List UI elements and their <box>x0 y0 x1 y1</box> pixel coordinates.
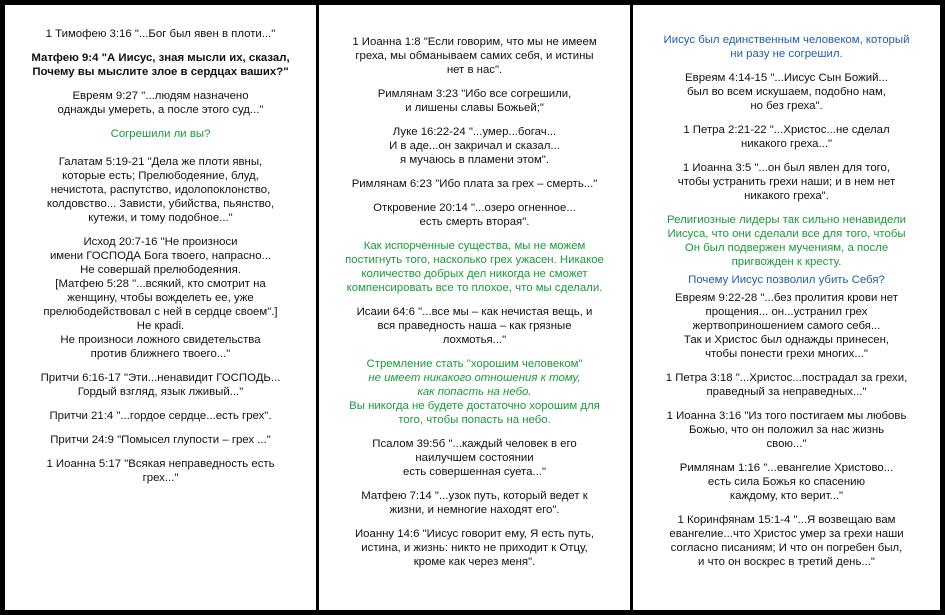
verse-isa-64-6: Исаии 64:6 "...все мы – как нечистая вещь, и вся праведность наша – как грязные лохмотья..." <box>356 306 593 346</box>
verse-luke-16-22: Луке 16:22-24 "...умер...богач... И в аде...он закричал и сказал... я мучаюсь в пламени этом". <box>389 126 560 166</box>
verse-matt-9-4: Матфею 9:4 "А Иисус, зная мысли их, сказал, Почему вы мыслите злое в сердцах ваших?" <box>31 52 290 78</box>
question-why-jesus-killed: Почему Иисус позволил убить Себя? <box>688 274 885 286</box>
note-jesus-only-sinless: Иисус был единственным человеком, который ни разу не согрешил. <box>663 34 910 60</box>
note-religious-leaders: Религиозные лидеры так сильно ненавидели Иисуса, что они сделали все для того, чтобы Он был подвержен мучениям, а после пригвожден к кресту. <box>667 214 906 268</box>
verse-1pet-2-21: 1 Петра 2:21-22 "...Христос...не сделал никакого греха..." <box>683 124 890 150</box>
verse-matt-7-14: Матфею 7:14 "...узок путь, который ведет к жизни, и немногие находят его". <box>361 490 588 516</box>
verse-exod-20-7: Исход 20:7-16 "Не произноси имени ГОСПОДА Бога твоего, напрасно... Не совершай прелюбодеяния. [Матфею 5:28 "...всякий, кто смотрит на женщину, чтобы вожделеть ее, уже прелюбодействовал с ней в сердце своем".] Не крadi. Не произноси ложного свидетельства против ближнего твоего..." <box>43 236 278 360</box>
verse-heb-9-27: Евреям 9:27 "...людям назначено однажды умереть, а после этого суд..." <box>57 90 264 116</box>
note-good-person-3: Вы никогда не будете достаточно хорошим для того, чтобы попасть на небо. <box>349 400 600 426</box>
verse-1pet-3-18: 1 Петра 3:18 "...Христос...пострадал за грехи, праведный за неправедных..." <box>665 372 908 398</box>
verse-heb-4-14: Евреям 4:14-15 "...Иисус Сын Божий... был во всем искушаем, подобно нам, но без греха". <box>685 72 888 112</box>
tract-sheet <box>5 5 940 610</box>
verse-1tim-3-16: 1 Тимофею 3:16 "...Бог был явен в плоти..." <box>45 28 276 40</box>
verse-1john-3-5: 1 Иоанна 3:5 "...он был явлен для того, чтобы устранить грехи наши; и в нем нет никакого греха". <box>677 162 896 202</box>
verse-1john-1-8: 1 Иоанна 1:8 "Если говорим, что мы не имеем греха, мы обманываем самих себя, и истины нет в нас". <box>352 36 597 76</box>
verse-ps-39-5: Псалом 39:5б "...каждый человек в его наилучшем состоянии есть совершенная суета..." <box>372 438 577 478</box>
verse-prov-24-9: Притчи 24:9 "Помысел глупости – грех ..." <box>50 434 271 446</box>
verse-rom-6-23: Римлянам 6:23 "Ибо плата за грех – смерть..." <box>351 178 598 190</box>
verse-heb-9-22: Евреям 9:22-28 "...без пролития крови нет прощения... он...устранил грех жертвоприношением самого себя... Так и Христос был однажды принесен, чтобы понести грехи многих..." <box>675 292 898 360</box>
verse-john-14-6: Иоанну 14:6 "Иисус говорит ему, Я есть путь, истина, и жизнь: никто не приходит к Отцу, кроме как через меня". <box>354 528 595 568</box>
verse-prov-6-16: Притчи 6:16-17 "Эти...ненавидит ГОСПОДЬ... Гордый взгляд, язык лживый..." <box>40 372 281 398</box>
note-corrupt-beings: Как испорченные существа, мы не можем постигнуть того, насколько грех ужасен. Никакое количество добрых дел никогда не сможет компенсировать все то плохое, что мы сделали. <box>345 240 604 294</box>
panel-right <box>633 5 940 610</box>
verse-1john-3-16: 1 Иоанна 3:16 "Из того постигаем мы любовь Божью, что он положил за нас жизнь свою..." <box>666 410 907 450</box>
verse-1john-5-17: 1 Иоанна 5:17 "Всякая неправедность есть грех..." <box>46 458 275 484</box>
note-good-person-2: не имеет никакого отношения к тому, как попасть на небо. <box>368 372 581 398</box>
question-have-you-sinned: Согрешили ли вы? <box>110 128 211 140</box>
verse-rom-1-16: Римлянам 1:16 "...евангелие Христово... есть сила Божья ко спасению каждому, кто верит..." <box>679 462 894 502</box>
note-good-person-1: Стремление стать "хорошим человеком" <box>366 358 583 370</box>
verse-rom-3-23: Римлянам 3:23 "Ибо все согрешили, и лишены славы Божьей;" <box>377 88 572 114</box>
verse-rev-20-14: Откровение 20:14 "...озеро огненное... есть смерть вторая". <box>373 202 576 228</box>
panel-middle <box>319 5 630 610</box>
verse-1cor-15-1: 1 Коринфянам 15:1-4 "...Я возвещаю вам евангелие...что Христос умер за грехи наши согласно писаниям; И что он погребен был, и что он воскрес в третий день..." <box>669 514 904 568</box>
panel-left <box>5 5 316 610</box>
verse-prov-21-4: Притчи 21:4 "...гордое сердце...есть грех". <box>49 410 272 422</box>
verse-gal-5-19: Галатам 5:19-21 "Дела же плоти явны, которые есть; Прелюбодеяние, блуд, нечистота, распутство, идолопоклонство, колдовство... Зависти, убийства, пьянство, кутежи, и тому подобное..." <box>46 156 275 224</box>
